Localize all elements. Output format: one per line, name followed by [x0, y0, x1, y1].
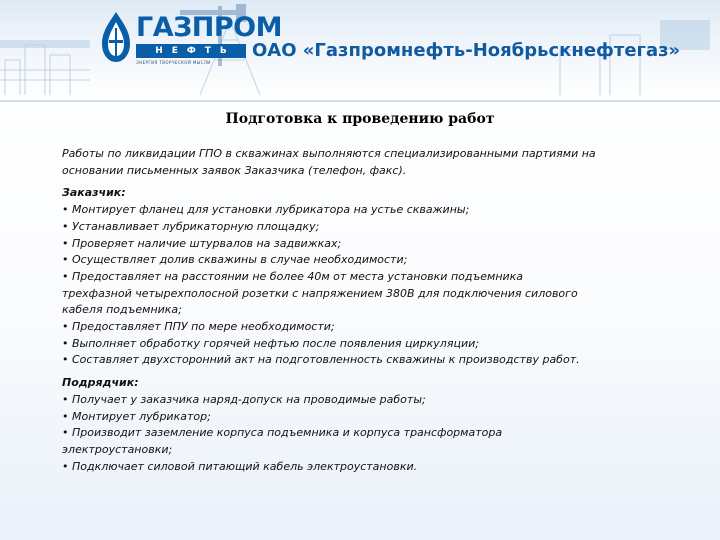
logo-main-text: ГАЗПРОМ [136, 12, 282, 43]
intro-line: Работы по ликвидации ГПО в скважинах выполняются специализированными партиями на [62, 147, 596, 160]
customer-item: • Предоставляет ППУ по мере необходимости; [62, 320, 335, 334]
flame-logo-icon [98, 10, 134, 64]
contractor-item: электроустановки; [62, 442, 173, 456]
customer-item: трехфазной четырехполосной розетки с напряжением 380В для подключения силового [62, 286, 578, 300]
header-banner [0, 0, 720, 102]
logo-sub-text [136, 44, 246, 58]
page-title: Подготовка к проведению работ [225, 111, 495, 127]
intro-line: основании письменных заявок Заказчика (телефон, факс). [62, 163, 407, 177]
logo-sub-label: НЕФТЬ [155, 46, 236, 56]
customer-heading: Заказчик: [62, 186, 126, 200]
customer-section [62, 185, 684, 369]
customer-item: • Проверяет наличие штурвалов на задвижках; [62, 236, 342, 250]
customer-item: • Предоставляет на расстоянии не более 40м от места установки подъемника [62, 269, 524, 283]
customer-item: • Монтирует фланец для установки лубрикатора на устье скважины; [62, 203, 470, 217]
customer-item: • Осуществляет долив скважины в случае необходимости; [62, 253, 408, 267]
company-name: ОАО «Газпромнефть-Ноябрьскнефтегаз» [252, 40, 681, 61]
intro-paragraph [62, 146, 684, 179]
customer-item: кабеля подъемника; [62, 303, 182, 317]
logo-tagline: ЭНЕРГИЯ ТВОРЧЕСКОЙ МЫСЛИ [136, 60, 211, 65]
contractor-heading: Подрядчик: [62, 376, 139, 390]
gazpromneft-logo [96, 6, 282, 68]
contractor-item: • Получает у заказчика наряд-допуск на проводимые работы; [62, 392, 426, 406]
contractor-item: • Производит заземление корпуса подъемника и корпуса трансформатора [62, 426, 503, 440]
customer-item: • Составляет двухсторонний акт на подготовленность скважины к производству работ. [62, 353, 580, 367]
main-content [62, 146, 684, 481]
contractor-section [62, 375, 684, 475]
contractor-item: • Подключает силовой питающий кабель электроустановки. [62, 459, 418, 473]
contractor-item: • Монтирует лубрикатор; [62, 409, 211, 423]
customer-item: • Выполняет обработку горячей нефтью после появления циркуляции; [62, 336, 479, 350]
customer-item: • Устанавливает лубрикаторную площадку; [62, 219, 320, 233]
